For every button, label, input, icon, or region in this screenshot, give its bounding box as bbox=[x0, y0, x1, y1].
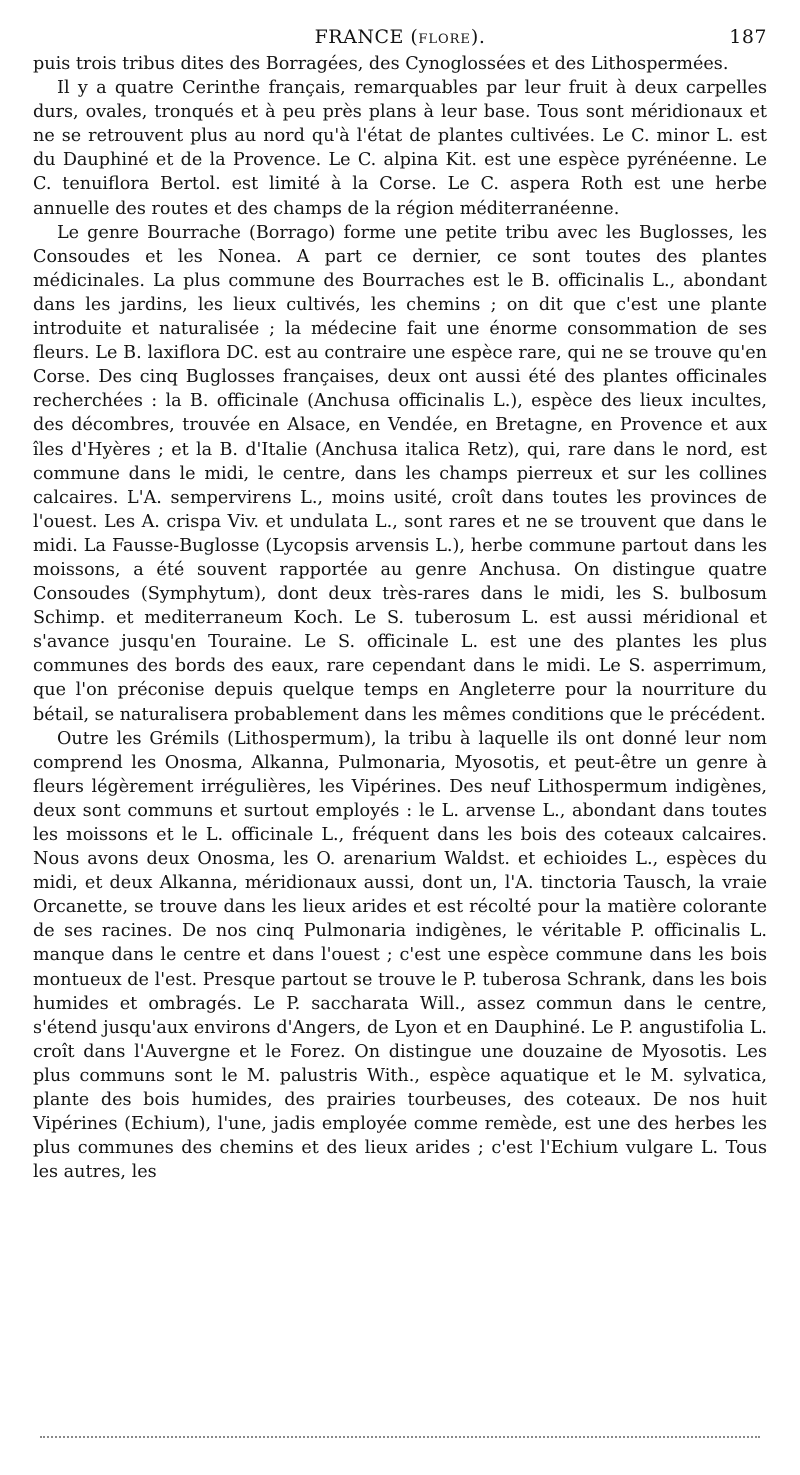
footer-dotted-rule bbox=[40, 1436, 760, 1438]
title-end: ). bbox=[470, 26, 486, 48]
running-header bbox=[33, 22, 767, 52]
paragraph-gremils: Outre les Grémils (Lithospermum), la tribu à laquelle ils ont donné leur nom comprend les Onosma, Alkanna, Pulmonaria, Myosotis, et peut-être un genre à fleurs légèrement irrégulières, les Vipérines. Des neuf Lithospermum indigènes, deux sont communs et surtout employés : le L. arvense L., abondant dans toutes les moissons et le L. officinale L., fréquent dans les bois des coteaux calcaires. Nous avons deux Onosma, les O. arenarium Waldst. et echioides L., espèces du midi, et deux Alkanna, méridionaux aussi, dont un, l'A. tinctoria Tausch, la vraie Orcanette, se trouve dans les lieux arides et est récolté pour la matière colorante de ses racines. De nos cinq Pulmonaria indigènes, le véritable P. officinalis L. manque dans le centre et dans l'ouest ; c'est une espèce commune dans les bois montueux de l'est. Presque partout se trouve le P. tuberosa Schrank, dans les bois humides et ombragés. Le P. saccharata Will., assez commun dans le centre, s'étend jusqu'aux environs d'Angers, de Lyon et en Dauphiné. Le P. angustifolia L. croît dans l'Auvergne et le Forez. On distingue une douzaine de Myosotis. Les plus communs sont le M. palustris With., espèce aquatique et le M. sylvatica, plante des bois humides, des prairies tourbeuses, des coteaux. De nos huit Vipérines (Echium), l'une, jadis employée comme remède, est une des herbes les plus communes des chemins et des lieux arides ; c'est l'Echium vulgare L. Tous les autres, les bbox=[33, 728, 767, 1183]
paragraph-cerinthe: Il y a quatre Cerinthe français, remarquables par leur fruit à deux carpelles durs, ovales, tronqués et à peu près plans à leur base. Tous sont méridionaux et ne se retrouvent plus au nord qu'à l'état de plantes cultivées. Le C. minor L. est du Dauphiné et de la Provence. Le C. alpina Kit. est une espèce pyrénéenne. Le C. tenuiflora Bertol. est limité à la Corse. Le C. aspera Roth est une herbe annuelle des routes et des champs de la région méditerranéenne. bbox=[33, 78, 767, 219]
running-title bbox=[33, 26, 767, 48]
title-small-caps: FLORE bbox=[418, 32, 471, 47]
title-main: FRANCE ( bbox=[314, 26, 419, 48]
paragraph-bourrache: Le genre Bourrache (Borrago) forme une petite tribu avec les Buglosses, les Consoudes et les Nonea. A part ce dernier, ce sont toutes des plantes médicinales. La plus commune des Bourraches est le B. officinalis L., abondant dans les jardins, les lieux cultivés, les chemins ; on dit que c'est une plante introduite et naturalisée ; la médecine fait une énorme consommation de ses fleurs. Le B. laxiflora DC. est au contraire une espèce rare, qui ne se trouve qu'en Corse. Des cinq Buglosses françaises, deux ont aussi été des plantes officinales recherchées : la B. officinale (Anchusa officinalis L.), espèce des lieux incultes, des décombres, trouvée en Alsace, en Vendée, en Bretagne, en Provence et aux îles d'Hyères ; et la B. d'Italie (Anchusa italica Retz), qui, rare dans le nord, est commune dans le midi, le centre, dans les champs pierreux et sur les collines calcaires. L'A. sempervirens L., moins usité, croît dans toutes les provinces de l'ouest. Les A. crispa Viv. et undulata L., sont rares et ne se trouvent que dans le midi. La Fausse-Buglosse (Lycopsis arvensis L.), herbe commune partout dans les moissons, a été souvent rapportée au genre Anchusa. On distingue quatre Consoudes (Symphytum), dont deux très-rares dans le midi, les S. bulbosum Schimp. et mediterraneum Koch. Le S. tuberosum L. est aussi méridional et s'avance jusqu'en Touraine. Le S. officinale L. est une des plantes les plus communes des bords des eaux, rare cependant dans le midi. Le S. asperrimum, que l'on préconise depuis quelque temps en Angleterre pour la nourriture du bétail, se naturalisera probablement dans les mêmes conditions que le précédent. bbox=[33, 222, 767, 725]
page-number: 187 bbox=[729, 26, 767, 48]
paragraph-continuation: puis trois tribus dites des Borragées, des Cynoglossées et des Lithospermées. bbox=[33, 54, 729, 74]
document-page bbox=[33, 22, 767, 1184]
